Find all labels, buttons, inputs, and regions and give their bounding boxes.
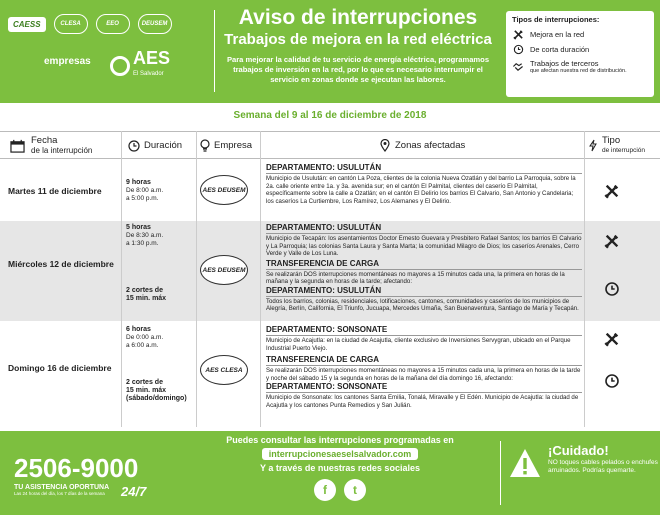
zone-text: Se realizarán DOS interrupciones momentáneas no mayores a 15 minutos cada una, la primera en horas de la tarde y noche del sábado 15 y la segunda en horas de la mañana del día domingo 16, afectando: <box>266 367 581 382</box>
legend-item <box>512 59 648 74</box>
col-empresa-label: Empresa <box>214 140 253 151</box>
handshake-icon <box>512 61 524 72</box>
legend-label: Trabajos de terceros <box>530 59 599 68</box>
duration-line: (sábado/domingo) <box>126 395 187 402</box>
row-duration-cuts <box>126 287 196 303</box>
clesa-logo: CLESA <box>54 14 88 34</box>
hours-label: Las 24 horas del día, los 7 días de la semana <box>14 491 105 496</box>
duration-line: a 5:00 p.m. <box>126 195 159 202</box>
aes-logo <box>110 50 170 82</box>
caess-logo: CAESS <box>8 17 46 32</box>
phone-number: 2506-9000 <box>14 453 139 483</box>
zone-dept: DEPARTAMENTO: SONSONATE <box>266 382 582 393</box>
page-subtitle: Trabajos de mejora en la red eléctrica <box>224 31 492 48</box>
duration-head: 2 cortes de <box>126 287 163 294</box>
company-logo: AES DEUSEM <box>200 255 248 285</box>
row-date: Miércoles 12 de diciembre <box>8 259 114 269</box>
clock-arrow-icon <box>512 44 524 55</box>
aes-sub: El Salvador <box>133 71 164 77</box>
asistencia-label: TU ASISTENCIA OPORTUNA <box>14 484 110 491</box>
empresas-label: empresas <box>44 56 91 67</box>
bulb-icon <box>200 139 210 152</box>
row-duration <box>126 326 196 350</box>
duration-line: 15 min. máx <box>126 295 167 302</box>
week-range: Semana del 9 al 16 de diciembre de 2018 <box>233 110 427 121</box>
warning-icon <box>508 447 542 484</box>
legend-label: Mejora en la red <box>530 30 585 39</box>
col-fecha <box>10 132 92 159</box>
zone-text: Municipio de Sonsonate: los cantones Santa Emilia, Tonalá, Miravalle y El Edén. Municipio de Acajutla: la ciudad de Acajutla y los cantones Punta Remedios y San Julián. <box>266 394 579 409</box>
table-row <box>0 159 660 221</box>
zone-dept: DEPARTAMENTO: USULUTÁN <box>266 163 582 174</box>
tools-icon <box>602 233 622 249</box>
legend-sub: que afectan nuestra red de distribución. <box>530 68 627 74</box>
footer-divider <box>500 441 501 505</box>
zone-block <box>266 163 582 205</box>
company-logo: AES DEUSEM <box>200 175 248 205</box>
zone-dept: DEPARTAMENTO: USULUTÁN <box>266 223 582 234</box>
footer <box>0 431 660 515</box>
duration-head: 6 horas <box>126 326 151 333</box>
badge-247: 24/7 <box>121 484 147 499</box>
clock-arrow-icon <box>602 281 622 297</box>
facebook-icon[interactable]: f <box>314 479 336 501</box>
duration-line: De 8:30 a.m. <box>126 232 164 239</box>
duration-head: 5 horas <box>126 224 151 231</box>
col-tipo-sub: de interrupción <box>602 147 645 154</box>
legend <box>506 11 654 97</box>
duration-line: De 8:00 a.m. <box>126 187 164 194</box>
zone-dept: DEPARTAMENTO: SONSONATE <box>266 325 582 336</box>
col-duracion <box>128 132 182 159</box>
col-duracion-label: Duración <box>144 140 183 151</box>
deusem-logo: DEUSEM <box>138 14 172 34</box>
column-divider <box>584 131 585 427</box>
row-date: Domingo 16 de diciembre <box>8 363 112 373</box>
col-fecha-label: Fecha <box>31 134 58 146</box>
duration-line: a 1:30 p.m. <box>126 240 159 247</box>
social-links <box>180 479 500 501</box>
legend-item <box>512 29 648 40</box>
zone-text: Municipio de Usulután: en cantón La Poza, clientes de la colonia Nueva Ozatlán y del barrio La Parroquia, sobre la 2a. calle oriente entre 1a. y 3a. avenida sur; en el cantón El Palmital, clientes del caserío El Palmital, específicamente sobre la calle a Ozatlán; en el cantón El Delirio los barrios El Calvario, San Antonio y Candelaria; los caseríos La Curtiembre, Los Ramírez, Los Alemanes y El Delirio. <box>266 175 576 205</box>
duration-line: 15 min. máx <box>126 387 167 394</box>
table-row <box>0 321 660 427</box>
tools-icon <box>602 331 622 347</box>
consult-text: Puedes consultar las interrupciones programadas en <box>226 435 454 445</box>
table-row <box>0 221 660 321</box>
phone-block <box>14 453 147 499</box>
caution-text: NO toques cables pelados o enchufes arruinados. Podrías quemarte. <box>548 459 658 474</box>
zone-text: Municipio de Tecapán: los asentamientos Doctor Ernesto Guevara y Presbitero Rafael Santos; los barrios El Calvario y La Parroquia; las colonias Santa Laura y Santa Marta; la comunidad Milagro de Dios; los caseríos Arenales, Cerro Verde y Valle de Los Luna. <box>266 235 582 257</box>
company-logo: AES CLESA <box>200 355 248 385</box>
tools-icon <box>512 29 524 40</box>
clock-arrow-icon <box>602 373 622 389</box>
row-duration-cuts <box>126 379 196 403</box>
lightning-icon <box>588 139 598 152</box>
aes-name: AES <box>133 48 171 68</box>
row-duration <box>126 179 196 203</box>
redes-text: Y a través de nuestras redes sociales <box>260 463 420 473</box>
aes-ring-icon <box>110 56 130 76</box>
legend-title: Tipos de interrupciones: <box>512 15 600 24</box>
col-zonas <box>380 132 465 159</box>
twitter-icon[interactable]: t <box>344 479 366 501</box>
header-divider <box>214 10 215 92</box>
tools-icon <box>602 183 622 199</box>
location-pin-icon <box>380 139 390 152</box>
duration-head: 2 cortes de <box>126 379 163 386</box>
intro-text: Para mejorar la calidad de tu servicio de energía eléctrica, programamos trabajos de inversión en la red, por lo que es necesario interrumpir el servicio en zonas donde se ejecutan las labores. <box>226 55 490 84</box>
legend-item <box>512 44 648 55</box>
duration-line: a 6:00 a.m. <box>126 342 159 349</box>
logo-group <box>8 14 208 104</box>
title-block <box>218 6 498 85</box>
col-zonas-label: Zonas afectadas <box>395 140 466 151</box>
zone-text: Todos los barrios, colonias, residenciales, lotificaciones, cantones, comunidades y caseríos de los municipios de Alegría, Berlín, California, El Triunfo, Jucuapa, Mercedes Umaña, San Buenaventura, Santiago de María y Tecapán. <box>266 297 579 312</box>
zone-text: Se realizarán DOS interrupciones momentáneas no mayores a 15 minutos cada una, la primera en horas de la mañana y la segunda en horas de la tarde; afectando: <box>266 270 565 285</box>
duration-line: De 0:00 a.m. <box>126 334 164 341</box>
zone-dept: TRANSFERENCIA DE CARGA <box>266 355 582 366</box>
zone-block <box>266 325 582 409</box>
col-fecha-sub: de la interrupción <box>31 145 93 155</box>
table-header <box>0 131 660 159</box>
header <box>0 0 660 103</box>
calendar-icon <box>10 139 25 153</box>
duration-head: 9 horas <box>126 179 151 186</box>
column-divider <box>196 131 197 427</box>
zone-text: Municipio de Acajutla: en la ciudad de Acajutla, cliente exclusivo de Inversiones Servygran, ubicado en el Parque Industrial Puerto Viejo. <box>266 337 571 352</box>
clock-icon <box>128 140 140 152</box>
col-tipo-label: Tipo <box>602 135 621 146</box>
zone-block <box>266 223 582 313</box>
caution-block <box>548 443 658 475</box>
column-divider <box>260 131 261 427</box>
col-empresa <box>200 132 252 159</box>
website-link[interactable]: interrupcionesaeselsalvador.com <box>262 448 419 460</box>
eeo-logo: EEO <box>96 14 130 34</box>
row-duration <box>126 224 196 248</box>
legend-label: De corta duración <box>530 45 590 54</box>
row-date: Martes 11 de diciembre <box>8 186 102 196</box>
column-divider <box>121 131 122 427</box>
zone-dept: TRANSFERENCIA DE CARGA <box>266 259 582 270</box>
col-tipo <box>588 132 645 159</box>
zone-dept: DEPARTAMENTO: USULUTÁN <box>266 286 582 297</box>
page-title: Aviso de interrupciones <box>238 6 478 29</box>
caution-title: ¡Cuidado! <box>548 443 609 458</box>
consult-block <box>180 435 500 501</box>
